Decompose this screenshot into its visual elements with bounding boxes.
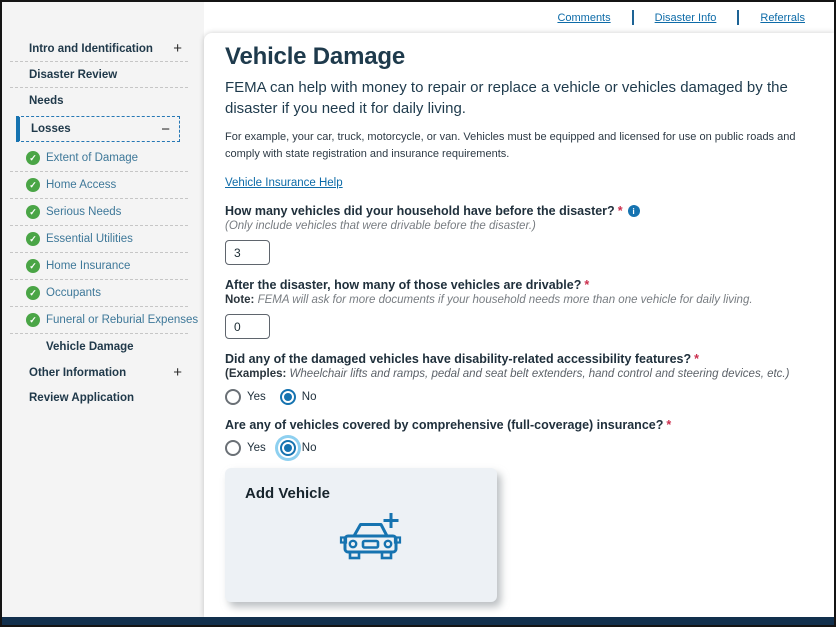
sidebar-item-label: Losses xyxy=(31,123,71,135)
question-vehicles-drivable-after xyxy=(225,277,804,339)
vehicle-insurance-help-link[interactable]: Vehicle Insurance Help xyxy=(225,177,343,189)
sidebar-item-review-application[interactable] xyxy=(2,385,204,410)
comments-link[interactable]: Comments xyxy=(557,11,611,24)
add-vehicle-button[interactable] xyxy=(225,468,497,602)
accessibility-radio-group xyxy=(225,389,804,405)
required-asterisk: * xyxy=(694,352,700,366)
sidebar-subitem-extent-of-damage[interactable] xyxy=(2,145,204,171)
sidebar-subitem-label: Vehicle Damage xyxy=(46,341,134,353)
lead-paragraph: FEMA can help with money to repair or replace a vehicle or vehicles damaged by the disaster if you need it for daily living. xyxy=(225,79,788,117)
sidebar-subitem-label: Home Access xyxy=(46,179,117,191)
radio-checked-focused-icon[interactable] xyxy=(280,440,296,456)
required-asterisk: * xyxy=(584,278,590,292)
complete-check-icon: ✓ xyxy=(26,313,40,327)
sidebar-subitem-label: Occupants xyxy=(46,287,101,299)
main-column xyxy=(204,2,834,617)
sidebar-subitem-vehicle-damage-current[interactable] xyxy=(2,334,204,360)
accessibility-no-option[interactable]: No xyxy=(280,389,317,405)
required-asterisk: * xyxy=(666,418,672,432)
question-accessibility-features xyxy=(225,351,804,405)
complete-check-icon: ✓ xyxy=(26,259,40,273)
complete-check-icon: ✓ xyxy=(26,232,40,246)
sidebar-item-needs[interactable] xyxy=(2,88,204,113)
radio-checked-icon[interactable] xyxy=(280,389,296,405)
question-label: Are any of vehicles covered by comprehensive (full-coverage) insurance? * xyxy=(225,418,672,432)
disaster-info-link[interactable]: Disaster Info xyxy=(654,11,717,24)
sidebar-nav xyxy=(2,2,204,617)
sidebar-subitem-label: Serious Needs xyxy=(46,206,122,218)
question-label: How many vehicles did your household have before the disaster? * i xyxy=(225,203,804,219)
collapse-minus-icon[interactable]: − xyxy=(161,120,170,138)
sidebar-subitem-occupants[interactable] xyxy=(2,280,204,306)
add-vehicle-label: Add Vehicle xyxy=(245,485,331,502)
question-note: Note: FEMA will ask for more documents if your household needs more than one vehicle for daily living. xyxy=(225,294,753,306)
required-asterisk: * xyxy=(617,204,623,218)
complete-check-icon: ✓ xyxy=(26,151,40,165)
insurance-yes-option[interactable]: Yes xyxy=(225,440,266,456)
referrals-link[interactable]: Referrals xyxy=(760,11,805,24)
sidebar-item-intro-and-identification[interactable] xyxy=(2,36,204,61)
complete-check-icon: ✓ xyxy=(26,205,40,219)
sidebar-subitem-essential-utilities[interactable] xyxy=(2,226,204,252)
sidebar-item-disaster-review[interactable] xyxy=(2,62,204,87)
sidebar-item-label: Review Application xyxy=(29,391,135,404)
radio-unchecked-icon[interactable] xyxy=(225,389,241,405)
description-paragraph: For example, your car, truck, motorcycle, or van. Vehicles must be equipped and licensed for use on public roads and comply with state registration and insurance requirements. xyxy=(225,131,796,160)
sidebar-item-losses-active[interactable] xyxy=(16,116,180,142)
info-icon[interactable]: i xyxy=(628,205,640,217)
question-vehicles-before-disaster xyxy=(225,203,804,265)
radio-unchecked-icon[interactable] xyxy=(225,440,241,456)
sidebar-item-label: Disaster Review xyxy=(29,68,118,81)
sidebar-subitem-home-insurance[interactable] xyxy=(2,253,204,279)
question-hint: (Only include vehicles that were drivable before the disaster.) xyxy=(225,220,536,232)
page-title: Vehicle Damage xyxy=(225,43,405,70)
content-row xyxy=(2,2,834,617)
accessibility-yes-option[interactable]: Yes xyxy=(225,389,266,405)
question-label: After the disaster, how many of those vehicles are drivable? * xyxy=(225,278,590,292)
link-separator xyxy=(737,10,739,25)
sidebar-subitem-serious-needs[interactable] xyxy=(2,199,204,225)
vehicles-before-input[interactable] xyxy=(225,240,270,265)
bottom-navy-bar xyxy=(2,617,834,625)
sidebar-subitem-label: Funeral or Reburial Expenses xyxy=(46,314,199,326)
form-panel xyxy=(204,33,834,617)
expand-plus-icon[interactable]: + xyxy=(173,40,182,57)
question-comprehensive-insurance xyxy=(225,417,804,456)
car-plus-icon xyxy=(339,510,403,573)
sidebar-item-label: Needs xyxy=(29,94,64,107)
link-separator xyxy=(632,10,634,25)
sidebar-item-label: Other Information xyxy=(29,366,127,379)
sidebar-subitem-label: Essential Utilities xyxy=(46,233,133,245)
sidebar-subitem-home-access[interactable] xyxy=(2,172,204,198)
vehicles-drivable-input[interactable] xyxy=(225,314,270,339)
sidebar-subitem-funeral-or-reburial-expenses[interactable] xyxy=(2,307,204,333)
sidebar-subitem-label: Home Insurance xyxy=(46,260,131,272)
sidebar-item-other-information[interactable] xyxy=(2,360,204,385)
complete-check-icon: ✓ xyxy=(26,286,40,300)
question-examples: (Examples: Wheelchair lifts and ramps, pedal and seat belt extenders, hand control and steering devices, etc.) xyxy=(225,368,790,380)
insurance-no-option[interactable]: No xyxy=(280,440,317,456)
sidebar-item-label: Intro and Identification xyxy=(29,42,153,55)
top-links-bar xyxy=(204,2,834,33)
complete-check-icon: ✓ xyxy=(26,178,40,192)
question-label: Did any of the damaged vehicles have disability-related accessibility features? * xyxy=(225,352,700,366)
expand-plus-icon[interactable]: + xyxy=(173,364,182,381)
sidebar-subitem-label: Extent of Damage xyxy=(46,152,139,164)
insurance-radio-group xyxy=(225,440,804,456)
